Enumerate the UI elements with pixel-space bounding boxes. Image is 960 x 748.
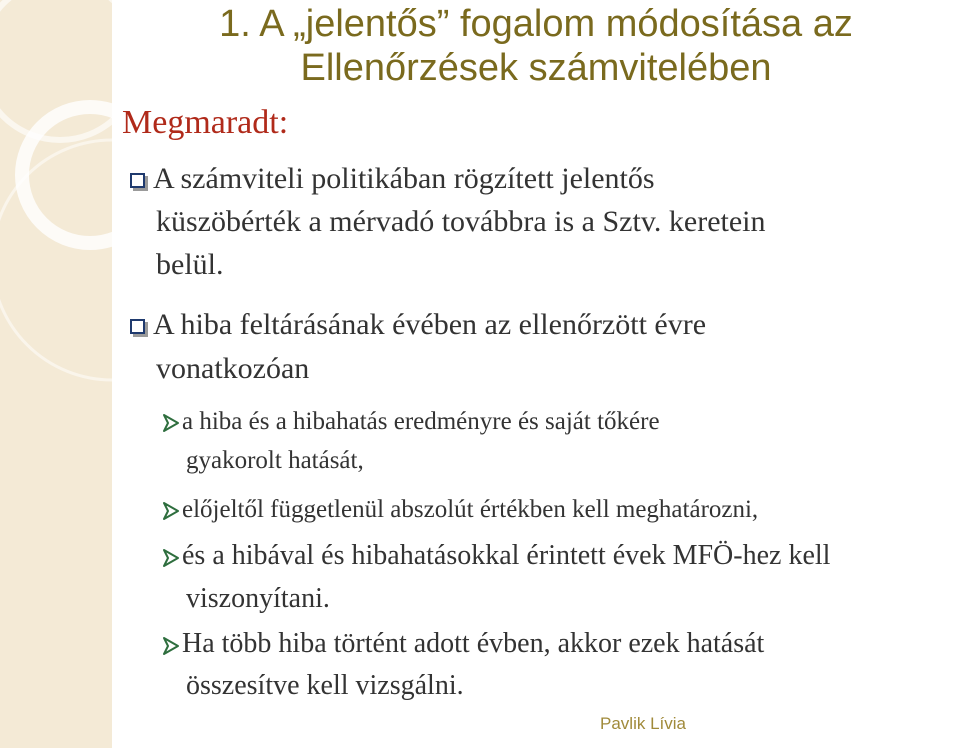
- sub-bullet-3-text-1: és a hibával és hibahatásokkal érintett évek MFÖ-hez kell: [182, 540, 831, 571]
- sub-bullet-3-line-1: [160, 540, 830, 572]
- sub-bullet-1-line-1: [160, 408, 660, 436]
- title-line-2: Ellenőrzések számvitelében: [300, 47, 772, 89]
- sub-bullet-4-line-2: összesítve kell vizsgálni.: [186, 670, 464, 701]
- decorative-side-band: [0, 0, 112, 748]
- title-line-1: 1. A „jelentős” fogalom módosítása az: [219, 3, 853, 45]
- bullet-1-line-3: belül.: [156, 248, 224, 281]
- section-subtitle: Megmaradt:: [122, 104, 289, 141]
- arrowhead-bullet-icon: [160, 548, 182, 568]
- bullet-1-text-1: A számviteli politikában rögzített jelentős: [153, 162, 655, 195]
- bullet-2-line-2: vonatkozóan: [156, 352, 310, 385]
- sub-bullet-2-line-1: [160, 496, 758, 524]
- bullet-1-line-2: küszöbérték a mérvadó továbbra is a Sztv. keretein: [156, 205, 766, 238]
- square-bullet-icon: [130, 173, 145, 188]
- footer-author: Pavlik Lívia: [600, 714, 686, 733]
- sub-bullet-2-text-1: előjeltől függetlenül abszolút értékben kell meghatározni,: [182, 496, 759, 523]
- sub-bullet-1-line-2: gyakorolt hatását,: [186, 447, 364, 474]
- arrowhead-bullet-icon: [160, 636, 182, 656]
- arrowhead-bullet-icon: [160, 501, 182, 521]
- sub-bullet-1-text-1: a hiba és a hibahatás eredményre és saját tőkére: [182, 408, 660, 435]
- decorative-circles-icon: [0, 0, 112, 748]
- sub-bullet-4-text-1: Ha több hiba történt adott évben, akkor ezek hatását: [182, 628, 765, 659]
- bullet-1-line-1: [130, 162, 655, 196]
- sub-bullet-3-line-2: viszonyítani.: [186, 583, 330, 614]
- arrowhead-bullet-icon: [160, 413, 182, 433]
- bullet-2-text-1: A hiba feltárásának évében az ellenőrzött évre: [153, 308, 707, 341]
- square-bullet-icon: [130, 319, 145, 334]
- slide-title: [112, 2, 960, 90]
- bullet-2-line-1: [130, 308, 706, 342]
- sub-bullet-4-line-1: [160, 628, 764, 660]
